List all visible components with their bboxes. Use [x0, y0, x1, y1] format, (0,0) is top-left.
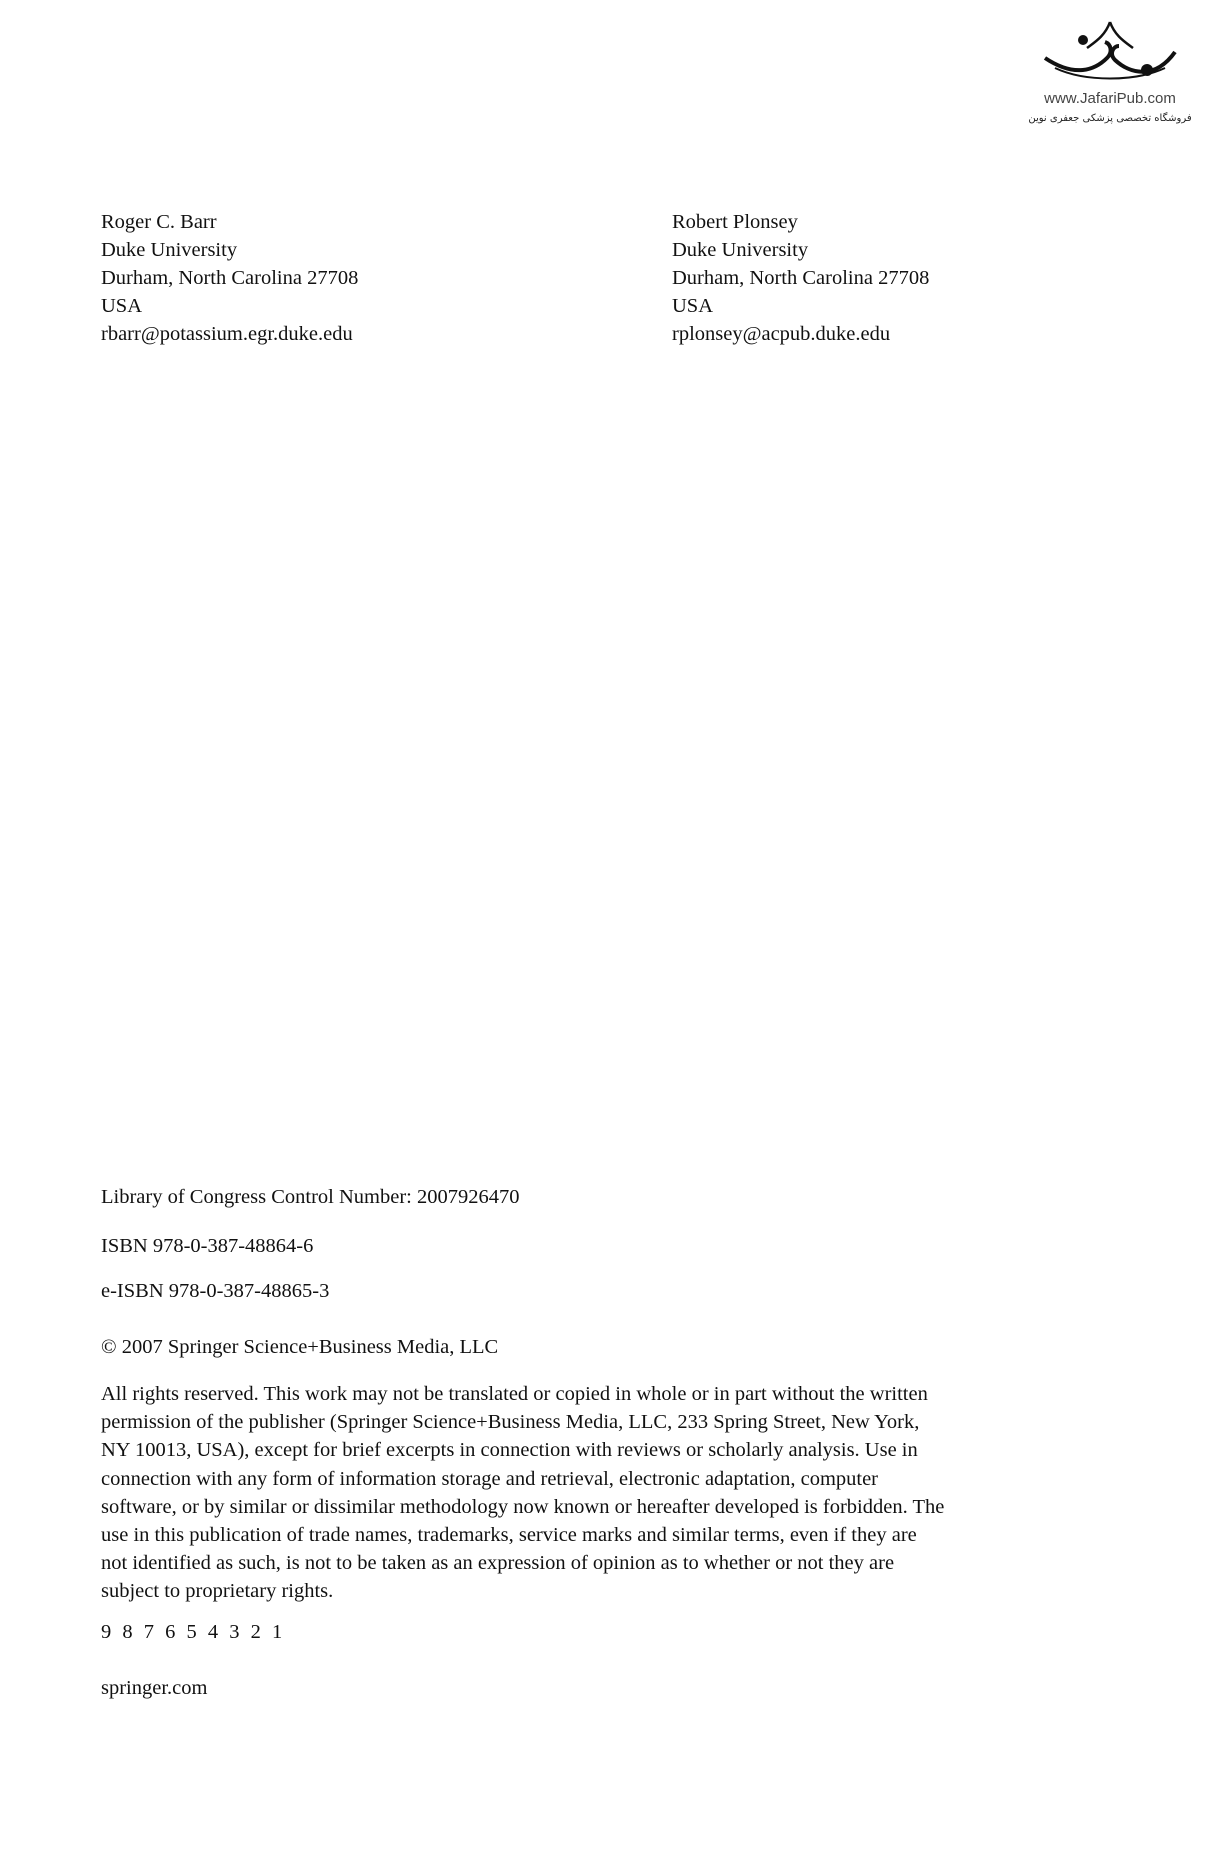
website: springer.com: [101, 1677, 208, 1699]
author-city: Durham, North Carolina 27708: [672, 267, 930, 289]
rights-line: subject to proprietary rights.: [101, 1580, 334, 1603]
author-email: rbarr@potassium.egr.duke.edu: [101, 323, 353, 345]
isbn: ISBN 978-0-387-48864-6: [101, 1235, 314, 1257]
author-country: USA: [672, 295, 714, 317]
publisher-logo: [1010, 18, 1210, 124]
rights-line: permission of the publisher (Springer Science+Business Media, LLC, 233 Spring Street, New York,: [101, 1411, 920, 1434]
rights-paragraph: [101, 1380, 944, 1606]
copyright: © 2007 Springer Science+Business Media, LLC: [101, 1336, 499, 1358]
e-isbn: e-ISBN 978-0-387-48865-3: [101, 1280, 330, 1302]
author-country: USA: [101, 295, 143, 317]
author-city: Durham, North Carolina 27708: [101, 267, 359, 289]
author-affiliation: Duke University: [672, 239, 809, 261]
calligraphy-logo-icon: [1035, 18, 1185, 88]
rights-line: NY 10013, USA), except for brief excerpts in connection with reviews or scholarly analysis. Use in: [101, 1439, 918, 1462]
rights-line: not identified as such, is not to be taken as an expression of opinion as to whether or not they are: [101, 1552, 895, 1575]
rights-line: use in this publication of trade names, trademarks, service marks and similar terms, even if they are: [101, 1524, 917, 1547]
author-block-2: [672, 208, 929, 348]
author-affiliation: Duke University: [101, 239, 238, 261]
author-name: Roger C. Barr: [101, 211, 217, 233]
rights-line: All rights reserved. This work may not be translated or copied in whole or in part without the written: [101, 1383, 928, 1405]
logo-tagline: فروشگاه تخصصی پزشکی جعفری نوین: [1028, 113, 1192, 124]
author-name: Robert Plonsey: [672, 211, 798, 233]
rights-line: software, or by similar or dissimilar methodology now known or hereafter developed is forbidden. The: [101, 1495, 945, 1518]
author-email: rplonsey@acpub.duke.edu: [672, 323, 891, 345]
rights-line: connection with any form of information storage and retrieval, electronic adaptation, computer: [101, 1467, 879, 1490]
author-block-1: [101, 208, 358, 348]
logo-url: www.JafariPub.com: [1044, 90, 1176, 107]
loc-number: Library of Congress Control Number: 2007926470: [101, 1186, 520, 1208]
printing-line: 9 8 7 6 5 4 3 2 1: [101, 1621, 286, 1643]
